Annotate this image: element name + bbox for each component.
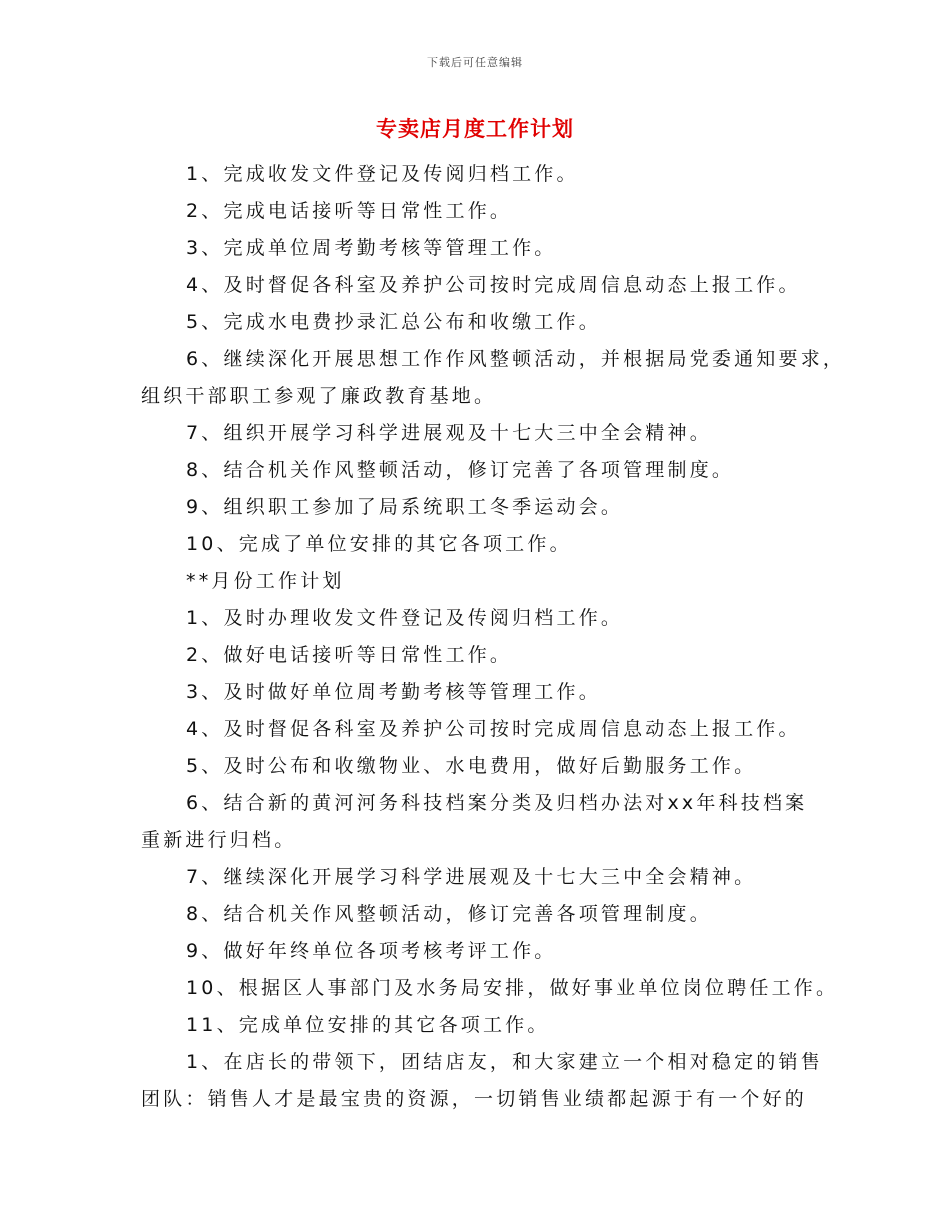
section-heading: **月份工作计划	[186, 570, 345, 592]
header-note: 下载后可任意编辑	[427, 56, 523, 69]
paragraph: 4、及时督促各科室及养护公司按时完成周信息动态上报工作。	[186, 718, 801, 740]
paragraph-continuation: 重新进行归档。	[141, 829, 297, 851]
paragraph: 9、做好年终单位各项考核考评工作。	[186, 940, 557, 962]
paragraph: 2、完成电话接听等日常性工作。	[186, 200, 513, 222]
paragraph: 9、组织职工参加了局系统职工冬季运动会。	[186, 496, 624, 518]
paragraph-continuation: 团队：销售人才是最宝贵的资源，一切销售业绩都起源于有一个好的	[141, 1088, 808, 1110]
paragraph: 8、结合机关作风整顿活动，修订完善各项管理制度。	[186, 903, 712, 925]
document-body	[141, 156, 846, 1118]
paragraph: 1、在店长的带领下，团结店友，和大家建立一个相对稳定的销售	[186, 1051, 823, 1073]
paragraph-continuation: 组织干部职工参观了廉政教育基地。	[141, 385, 497, 407]
paragraph: 3、及时做好单位周考勤考核等管理工作。	[186, 681, 601, 703]
document-title: 专卖店月度工作计划	[376, 117, 574, 141]
paragraph: 10、根据区人事部门及水务局安排，做好事业单位岗位聘任工作。	[186, 977, 839, 999]
paragraph: 7、继续深化开展学习科学进展观及十七大三中全会精神。	[186, 866, 757, 888]
paragraph: 6、结合新的黄河河务科技档案分类及归档办法对xx年科技档案	[186, 792, 808, 814]
paragraph: 4、及时督促各科室及养护公司按时完成周信息动态上报工作。	[186, 274, 801, 296]
paragraph: 10、完成了单位安排的其它各项工作。	[186, 533, 572, 555]
paragraph: 7、组织开展学习科学进展观及十七大三中全会精神。	[186, 422, 712, 444]
paragraph: 8、结合机关作风整顿活动，修订完善了各项管理制度。	[186, 459, 735, 481]
paragraph: 2、做好电话接听等日常性工作。	[186, 644, 513, 666]
paragraph: 11、完成单位安排的其它各项工作。	[186, 1014, 550, 1036]
paragraph: 6、继续深化开展思想工作作风整顿活动，并根据局党委通知要求，	[186, 348, 846, 370]
paragraph: 1、完成收发文件登记及传阅归档工作。	[186, 163, 579, 185]
paragraph: 3、完成单位周考勤考核等管理工作。	[186, 237, 557, 259]
paragraph: 1、及时办理收发文件登记及传阅归档工作。	[186, 607, 624, 629]
paragraph: 5、及时公布和收缴物业、水电费用，做好后勤服务工作。	[186, 755, 757, 777]
paragraph: 5、完成水电费抄录汇总公布和收缴工作。	[186, 311, 601, 333]
